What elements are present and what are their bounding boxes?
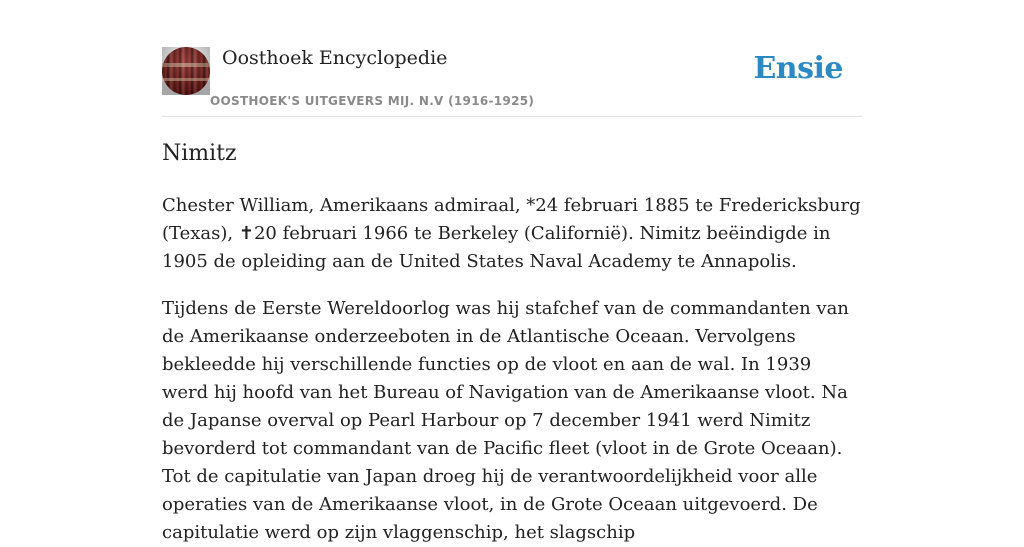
article-paragraph: Tijdens de Eerste Wereldoorlog was hij stafchef van de commandanten van de Amerikaanse onderzeeboten in de Atlantische Oceaan. Vervolgens bekleedde hij verschillende functies op de vloot en aan de wal. In 1939 werd hij hoofd van het Bureau of Navigation van de Amerikaanse vloot. Na de Japanse overval op Pearl Harbour op 7 december 1941 werd Nimitz bevorderd tot commandant van de Pacific fleet (vloot in de Grote Oceaan). Tot de capitulatie van Japan droeg hij de verantwoordelijkheid voor alle operaties van de Amerikaanse vloot, in de Grote Oceaan uitgevoerd. De capitulatie werd op zijn vlaggenschip, het slagschip bbox=[162, 298, 849, 543]
site-header bbox=[162, 0, 862, 117]
article-paragraph: Chester William, Amerikaans admiraal, *24 februari 1885 te Fredericksburg (Texas), ✝20 februari 1966 te Berkeley (Californië). Nimitz beëindigde in 1905 de opleiding aan de United States Naval Academy te Annapolis. bbox=[162, 195, 861, 272]
article bbox=[162, 138, 862, 547]
avatar-shade bbox=[162, 47, 210, 95]
encyclopedia-books-avatar[interactable] bbox=[162, 47, 210, 95]
source-title[interactable]: Oosthoek Encyclopedie bbox=[222, 47, 448, 69]
ensie-logo-link[interactable]: Ensie bbox=[753, 51, 843, 86]
source-subtitle: OOSTHOEK'S UITGEVERS MIJ. N.V (1916-1925) bbox=[210, 94, 535, 108]
page-title: Nimitz bbox=[162, 141, 237, 166]
